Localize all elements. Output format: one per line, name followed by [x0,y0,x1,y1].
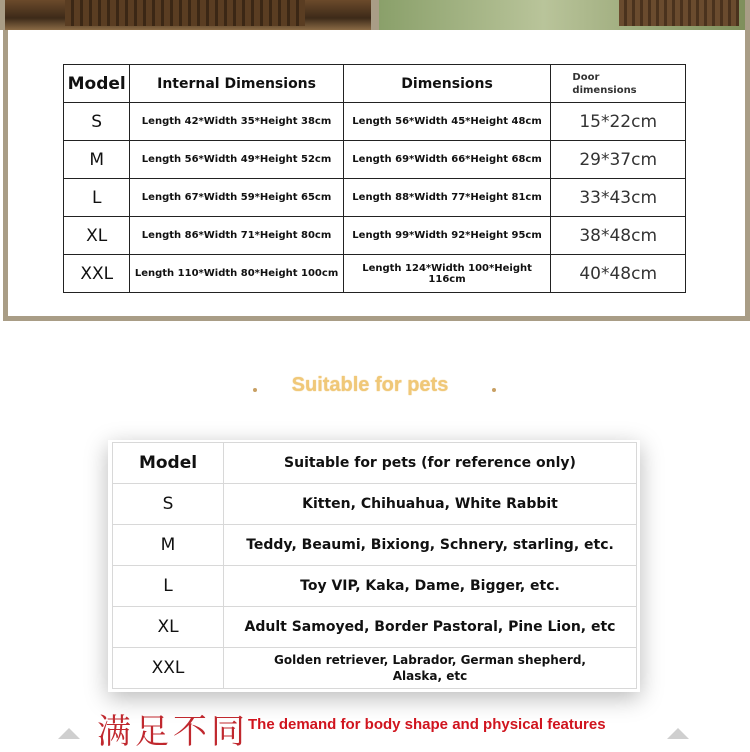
dimensions-cell: Length 124*Width 100*Height 116cm [343,255,551,293]
product-photo-strip [0,0,750,30]
internal-dimensions-cell: Length 110*Width 80*Height 100cm [130,255,343,293]
banner-chinese-text: 满足不同 [97,712,249,752]
table-row [113,607,637,648]
internal-dimensions-cell: Length 42*Width 35*Height 38cm [130,103,343,141]
table-row [64,103,686,141]
internal-dimensions-cell: Length 67*Width 59*Height 65cm [130,179,343,217]
product-photo-left [5,0,371,30]
model-cell: XL [64,217,130,255]
model-cell: L [113,566,224,607]
table-row [113,566,637,607]
dimensions-cell: Length 88*Width 77*Height 81cm [343,179,551,217]
table-row [113,525,637,566]
pets-section-title: Suitable for pets [291,374,449,396]
dimensions-cell: Length 99*Width 92*Height 95cm [343,217,551,255]
pets-cell: Golden retriever, Labrador, German shepherd, Alaska, etc [224,648,637,689]
model-cell: S [113,484,224,525]
dimensions-cell: Length 56*Width 45*Height 48cm [343,103,551,141]
header-internal-dimensions: Internal Dimensions [130,65,343,103]
model-cell: L [64,179,130,217]
table-row [64,255,686,293]
header-dimensions: Dimensions [343,65,551,103]
table-row [64,141,686,179]
decor-triangle-left [58,728,80,739]
banner-english-text: The demand for body shape and physical features [248,716,606,733]
pets-table-header [113,443,637,484]
model-cell: XXL [64,255,130,293]
pets-cell: Kitten, Chihuahua, White Rabbit [224,484,637,525]
door-dimensions-cell: 15*22cm [551,103,686,141]
pets-cell: Toy VIP, Kaka, Dame, Bigger, etc. [224,566,637,607]
header-door-dimensions: Door dimensions [551,65,686,103]
door-dimensions-cell: 33*43cm [551,179,686,217]
model-cell: XL [113,607,224,648]
dimensions-cell: Length 69*Width 66*Height 68cm [343,141,551,179]
decor-triangle-right [667,728,689,739]
door-dimensions-cell: 40*48cm [551,255,686,293]
table-row [64,217,686,255]
model-cell: XXL [113,648,224,689]
door-dimensions-cell: 29*37cm [551,141,686,179]
pets-table [112,442,637,689]
model-cell: M [113,525,224,566]
product-photo-right [379,0,745,30]
internal-dimensions-cell: Length 56*Width 49*Height 52cm [130,141,343,179]
table-row [113,648,637,689]
size-table [63,64,686,293]
model-cell: S [64,103,130,141]
pets-cell: Teddy, Beaumi, Bixiong, Schnery, starling, etc. [224,525,637,566]
size-table-header [64,65,686,103]
table-row [113,484,637,525]
model-cell: M [64,141,130,179]
header-suitable-pets: Suitable for pets (for reference only) [224,443,637,484]
pets-cell: Adult Samoyed, Border Pastoral, Pine Lion, etc [224,607,637,648]
table-row [64,179,686,217]
internal-dimensions-cell: Length 86*Width 71*Height 80cm [130,217,343,255]
header-model: Model [64,65,130,103]
header-model: Model [113,443,224,484]
title-dot-right [492,388,496,392]
door-dimensions-cell: 38*48cm [551,217,686,255]
